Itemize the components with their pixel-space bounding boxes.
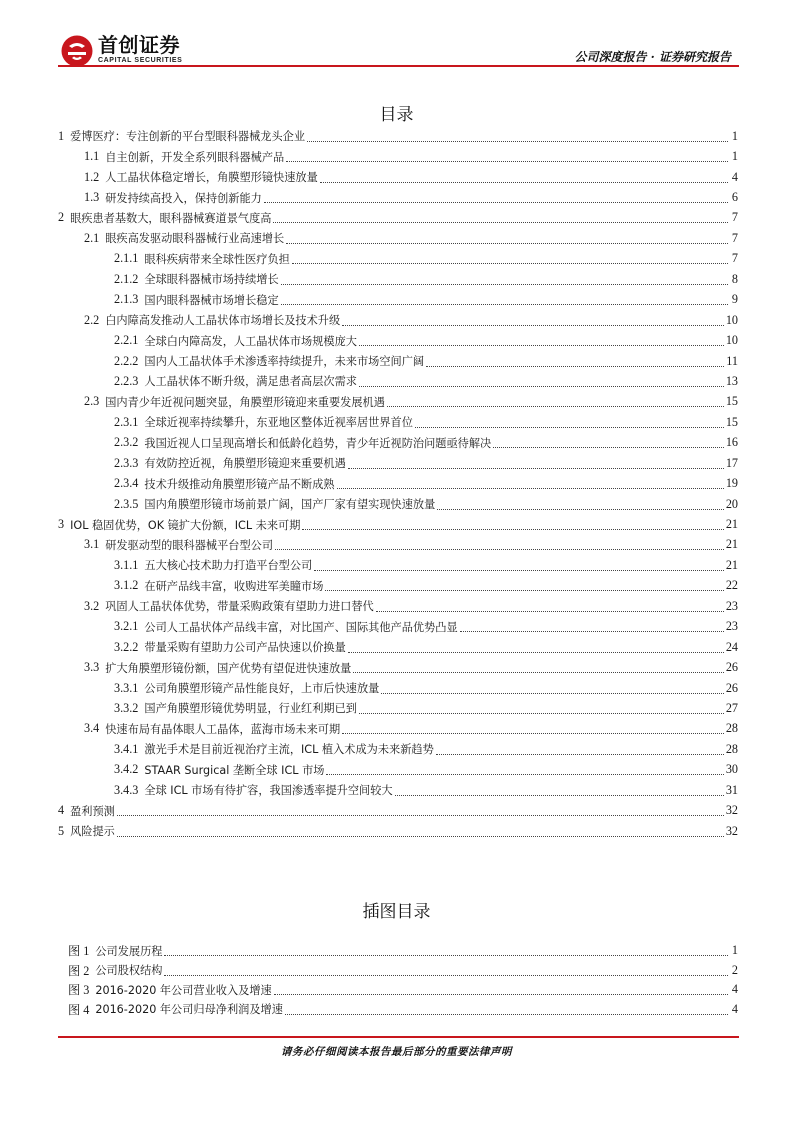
dot-leader: [274, 994, 728, 995]
dot-leader: [275, 549, 724, 550]
toc-entry-number: 3.4: [84, 721, 100, 736]
dot-leader: [164, 955, 728, 956]
toc-entry-number: 1.2: [84, 169, 100, 184]
dot-leader: [273, 222, 728, 223]
figure-entry-page: 4: [731, 1001, 738, 1016]
dot-leader: [381, 693, 723, 694]
figure-entry[interactable]: [68, 1000, 738, 1020]
toc-entry[interactable]: [58, 330, 738, 350]
toc-entry[interactable]: [58, 494, 738, 514]
toc-entry-number: 1: [58, 128, 65, 143]
toc-entry-page: 17: [725, 455, 738, 470]
toc-entry-page: 26: [725, 660, 738, 675]
toc-entry[interactable]: [58, 657, 738, 677]
dot-leader: [460, 631, 724, 632]
toc-entry[interactable]: [58, 760, 738, 780]
toc-entry-title: 风险提示: [70, 825, 115, 839]
figure-entry-title: 公司股权结构: [95, 964, 163, 978]
logo-chinese-name: 首创证券: [98, 33, 180, 57]
toc-entry-title: 国产角膜塑形镜优势明显，行业红利期已到: [144, 702, 357, 716]
toc-entry[interactable]: [58, 617, 738, 637]
toc-entry-number: 2.3.5: [114, 496, 139, 511]
toc-entry-number: 4: [58, 803, 65, 818]
toc-entry[interactable]: [58, 371, 738, 391]
toc-entry-page: 9: [731, 292, 738, 307]
toc-entry-title: IOL 稳固优势，OK 镜扩大份额，ICL 未来可期: [70, 518, 301, 532]
toc-entry-title: 全球白内障高发，人工晶状体市场规模庞大: [144, 334, 357, 348]
dot-leader: [493, 447, 724, 448]
toc-entry[interactable]: [58, 739, 738, 759]
dot-leader: [395, 795, 724, 796]
toc-entry-number: 3.3: [84, 660, 100, 675]
dot-leader: [292, 263, 728, 264]
dot-leader: [264, 202, 728, 203]
toc-entry[interactable]: [58, 678, 738, 698]
toc-entry-page: 11: [726, 353, 738, 368]
toc-entry-title: 巩固人工晶状体优势，带量采购政策有望助力进口替代: [105, 600, 374, 614]
toc-entry-title: 眼科疾病带来全球性医疗负担: [144, 252, 290, 266]
dot-leader: [164, 975, 728, 976]
dot-leader: [359, 345, 724, 346]
toc-entry[interactable]: [58, 167, 738, 187]
toc-entry-number: 3.4.1: [114, 741, 139, 756]
toc-entry-number: 2.2.1: [114, 333, 139, 348]
toc-entry-title: 五大核心技术助力打造平台型公司: [144, 559, 313, 573]
logo-english-name: CAPITAL SECURITIES: [98, 57, 183, 64]
toc-entry-page: 8: [731, 271, 738, 286]
toc-entry-title: 我国近视人口呈现高增长和低龄化趋势，青少年近视防治问题亟待解决: [144, 436, 492, 450]
legal-disclaimer: 请务必仔细阅读本报告最后部分的重要法律声明: [281, 1046, 512, 1058]
toc-entry-title: 带量采购有望助力公司产品快速以价换量: [144, 641, 346, 655]
toc-entry[interactable]: [58, 780, 738, 800]
dot-leader: [117, 836, 724, 837]
toc-entry-page: 7: [731, 210, 738, 225]
toc-entry-title: 全球近视率持续攀升，东亚地区整体近视率居世界首位: [144, 416, 413, 430]
toc-entry-number: 2.1.2: [114, 271, 139, 286]
toc-entry-title: 研发驱动型的眼科器械平台型公司: [105, 538, 274, 552]
toc-entry[interactable]: [58, 146, 738, 166]
toc-entry-number: 3.3.1: [114, 680, 139, 695]
toc-entry-title: 有效防控近视，角膜塑形镜迎来重要机遇: [144, 457, 346, 471]
toc-entry-title: 公司人工晶状体产品线丰富，对比国产、国际其他产品优势凸显: [144, 620, 458, 634]
toc-entry-number: 2.1.3: [114, 292, 139, 307]
toc-entry[interactable]: [58, 514, 738, 534]
figure-entry[interactable]: [68, 980, 738, 1000]
logo-text: [98, 34, 182, 65]
toc-entry-title: 眼疾患者基数大，眼科器械赛道景气度高: [70, 211, 272, 225]
dot-leader: [353, 672, 723, 673]
toc-entry-number: 3.2.2: [114, 639, 139, 654]
toc-entry-page: 7: [731, 230, 738, 245]
figure-list-title: 插图目录: [362, 902, 431, 922]
toc-entry-number: 2.2.3: [114, 373, 139, 388]
toc-entry[interactable]: [58, 453, 738, 473]
toc-entry-page: 30: [725, 762, 738, 777]
toc-entry-title: 全球 ICL 市场有待扩容，我国渗透率提升空间较大: [144, 784, 393, 798]
toc-entry-page: 4: [731, 169, 738, 184]
logo-emblem-icon: [60, 34, 94, 68]
toc-entry-page: 13: [725, 373, 738, 388]
toc-entry-title: 技术升级推动角膜塑形镜产品不断成熟: [144, 477, 335, 491]
toc-entry-page: 10: [725, 333, 738, 348]
toc-entry-number: 3.4.2: [114, 762, 139, 777]
toc-entry-number: 2.3: [84, 394, 100, 409]
toc-entry-number: 3.2: [84, 598, 100, 613]
dot-leader: [359, 386, 724, 387]
toc-entry-page: 27: [725, 700, 738, 715]
toc-entry[interactable]: [58, 473, 738, 493]
toc-entry-title: 快速布局有晶体眼人工晶体，蓝海市场未来可期: [105, 722, 341, 736]
company-logo: [60, 34, 182, 68]
report-type-label: 公司深度报告 · 证券研究报告: [574, 50, 731, 64]
dot-leader: [286, 161, 728, 162]
toc-entry-page: 31: [725, 782, 738, 797]
dot-leader: [348, 652, 724, 653]
dot-leader: [337, 488, 724, 489]
figure-entry[interactable]: [68, 941, 738, 961]
dot-leader: [415, 427, 724, 428]
toc-entry-page: 32: [725, 823, 738, 838]
toc-entry-page: 15: [725, 414, 738, 429]
toc-entry[interactable]: [58, 412, 738, 432]
figure-entry-page: 4: [731, 982, 738, 997]
dot-leader: [285, 1014, 728, 1015]
toc-entry-number: 3: [58, 517, 65, 532]
toc-entry-page: 1: [731, 128, 738, 143]
toc-entry-number: 2.2: [84, 312, 100, 327]
toc-entry[interactable]: [58, 576, 738, 596]
toc-entry-page: 21: [725, 537, 738, 552]
toc-entry-number: 1.3: [84, 190, 100, 205]
toc-entry-title: 人工晶状体不断升级，满足患者高层次需求: [144, 375, 357, 389]
toc-entry[interactable]: [58, 228, 738, 248]
figure-entry-page: 2: [731, 962, 738, 977]
dot-leader: [286, 243, 728, 244]
figure-entry-number: 图 2: [68, 963, 90, 978]
figure-entry[interactable]: [68, 961, 738, 981]
toc-entry-page: 21: [725, 557, 738, 572]
dot-leader: [325, 590, 723, 591]
figure-entry-number: 图 4: [68, 1002, 90, 1017]
toc-entry-number: 3.1.1: [114, 557, 139, 572]
toc-entry-page: 10: [725, 312, 738, 327]
header-divider: [58, 65, 739, 67]
toc-entry-title: 国内角膜塑形镜市场前景广阔，国产厂家有望实现快速放量: [144, 498, 436, 512]
toc-entry-number: 2.3.4: [114, 476, 139, 491]
toc-entry[interactable]: [58, 187, 738, 207]
toc-entry-title: 眼疾高发驱动眼科器械行业高速增长: [105, 232, 285, 246]
toc-entry-number: 2: [58, 210, 65, 225]
toc-entry[interactable]: [58, 596, 738, 616]
toc-entry-number: 2.1: [84, 230, 100, 245]
toc-entry-title: 国内眼科器械市场增长稳定: [144, 293, 279, 307]
toc-entry-number: 2.3.3: [114, 455, 139, 470]
toc-entry-title: STAAR Surgical 垄断全球 ICL 市场: [144, 763, 325, 777]
toc-entry-page: 7: [731, 251, 738, 266]
toc-entry-number: 3.1.2: [114, 578, 139, 593]
figure-entry-title: 2016-2020 年公司归母净利润及增速: [95, 1003, 283, 1017]
footer-divider: [58, 1036, 739, 1038]
figure-entry-page: 1: [731, 943, 738, 958]
toc-entry[interactable]: [58, 719, 738, 739]
toc-entry[interactable]: [58, 800, 738, 820]
dot-leader: [117, 815, 724, 816]
toc-entry-page: 32: [725, 803, 738, 818]
toc-entry-number: 5: [58, 823, 65, 838]
figure-entry-number: 图 1: [68, 944, 90, 959]
toc-entry-page: 26: [725, 680, 738, 695]
toc-entry[interactable]: [58, 269, 738, 289]
toc-entry-number: 1.1: [84, 149, 100, 164]
dot-leader: [281, 304, 728, 305]
figure-entry-number: 图 3: [68, 983, 90, 998]
dot-leader: [320, 182, 728, 183]
toc-entry-number: 3.1: [84, 537, 100, 552]
toc-entry-page: 16: [725, 435, 738, 450]
dot-leader: [376, 611, 724, 612]
toc-entry[interactable]: [58, 433, 738, 453]
toc-entry-title: 扩大角膜塑形镜份额，国产优势有望促进快速放量: [105, 661, 352, 675]
table-of-contents: [58, 126, 738, 841]
figure-entry-title: 公司发展历程: [95, 944, 163, 958]
toc-entry-page: 22: [725, 578, 738, 593]
toc-entry-title: 在研产品线丰富，收购进军美瞳市场: [144, 579, 324, 593]
toc-entry-page: 28: [725, 721, 738, 736]
toc-entry-page: 24: [725, 639, 738, 654]
toc-entry[interactable]: [58, 310, 738, 330]
dot-leader: [348, 468, 724, 469]
toc-entry[interactable]: [58, 351, 738, 371]
toc-entry[interactable]: [58, 535, 738, 555]
toc-entry-title: 白内障高发推动人工晶状体市场增长及技术升级: [105, 314, 341, 328]
toc-entry-page: 20: [725, 496, 738, 511]
toc-entry-page: 21: [725, 517, 738, 532]
toc-entry[interactable]: [58, 392, 738, 412]
toc-entry-page: 1: [731, 149, 738, 164]
dot-leader: [307, 141, 728, 142]
toc-entry-number: 2.3.2: [114, 435, 139, 450]
dot-leader: [436, 754, 724, 755]
toc-entry-page: 6: [731, 190, 738, 205]
toc-entry-number: 2.1.1: [114, 251, 139, 266]
toc-entry-title: 自主创新，开发全系列眼科器械产品: [105, 150, 285, 164]
dot-leader: [314, 570, 724, 571]
toc-entry-title: 国内青少年近视问题突显，角膜塑形镜迎来重要发展机遇: [105, 395, 385, 409]
toc-entry[interactable]: [58, 637, 738, 657]
dot-leader: [342, 325, 724, 326]
toc-entry-page: 23: [725, 598, 738, 613]
toc-entry-number: 2.2.2: [114, 353, 139, 368]
dot-leader: [387, 406, 724, 407]
page-header: [0, 0, 793, 72]
figure-entry-title: 2016-2020 年公司营业收入及增速: [95, 983, 272, 997]
toc-title: 目录: [379, 105, 414, 125]
figure-list: [68, 941, 738, 1019]
toc-entry-number: 3.3.2: [114, 700, 139, 715]
toc-entry-page: 15: [725, 394, 738, 409]
toc-entry[interactable]: [58, 290, 738, 310]
dot-leader: [281, 284, 728, 285]
toc-entry-title: 爱博医疗：专注创新的平台型眼科器械龙头企业: [70, 130, 306, 144]
toc-entry-title: 盈利预测: [70, 804, 115, 818]
toc-entry-title: 全球眼科器械市场持续增长: [144, 273, 279, 287]
toc-entry-number: 3.4.3: [114, 782, 139, 797]
toc-entry-number: 3.2.1: [114, 619, 139, 634]
dot-leader: [326, 774, 723, 775]
dot-leader: [437, 509, 724, 510]
toc-entry-title: 研发持续高投入，保持创新能力: [105, 191, 262, 205]
toc-entry[interactable]: [58, 821, 738, 841]
dot-leader: [359, 713, 724, 714]
toc-entry[interactable]: [58, 698, 738, 718]
dot-leader: [426, 366, 724, 367]
toc-entry-title: 公司角膜塑形镜产品性能良好，上市后快速放量: [144, 682, 380, 696]
toc-entry-number: 2.3.1: [114, 414, 139, 429]
toc-entry-title: 人工晶状体稳定增长，角膜塑形镜快速放量: [105, 171, 318, 185]
toc-entry-page: 19: [725, 476, 738, 491]
toc-entry[interactable]: [58, 249, 738, 269]
toc-entry-page: 28: [725, 741, 738, 756]
toc-entry-page: 23: [725, 619, 738, 634]
dot-leader: [342, 733, 724, 734]
toc-entry[interactable]: [58, 208, 738, 228]
dot-leader: [302, 529, 723, 530]
toc-entry-title: 国内人工晶状体手术渗透率持续提升，未来市场空间广阔: [144, 355, 425, 369]
toc-entry[interactable]: [58, 555, 738, 575]
toc-entry[interactable]: [58, 126, 738, 146]
toc-entry-title: 激光手术是目前近视治疗主流，ICL 植入术成为未来新趋势: [144, 743, 434, 757]
